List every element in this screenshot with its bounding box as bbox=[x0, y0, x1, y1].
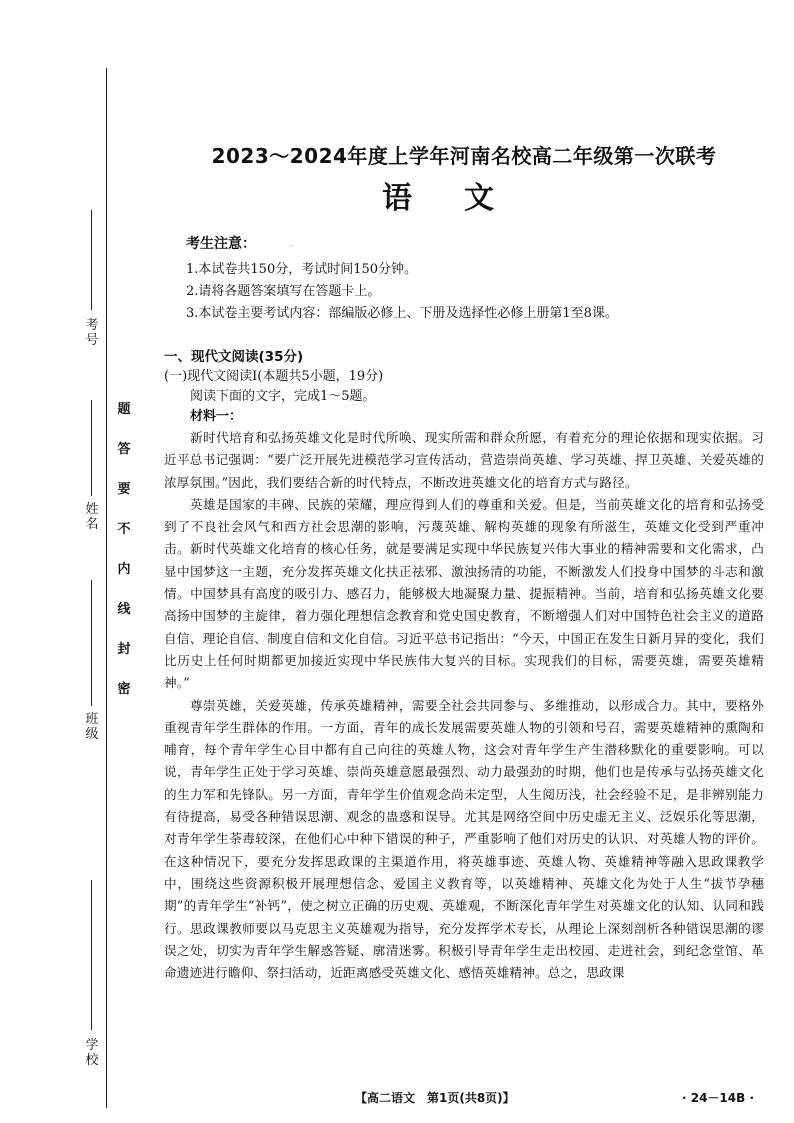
subsection-title: (一)现代文阅读Ⅰ(本题共5小题，19分) bbox=[164, 369, 384, 384]
warning-char: 要 bbox=[117, 482, 131, 497]
warning-char: 题 bbox=[117, 402, 131, 417]
exam-no-field[interactable] bbox=[91, 210, 92, 310]
material-paragraph: 新时代培育和弘扬英雄文化是时代所唤、现实所需和群众所愿，有着充分的理论依据和现实依据。习近平总书记强调：“要广泛开展先进模范学习宣传活动，营造崇尚英雄、学习英雄、捍卫英雄、关爱英雄的浓厚氛围。”因此，我们要结合新的时代特点，不断改进英雄文化的培育方式与路径。 bbox=[164, 430, 764, 490]
exam-page-content bbox=[164, 140, 764, 984]
section-title: 一、现代文阅读(35分) bbox=[164, 349, 304, 365]
notice-title: 考生注意： bbox=[186, 236, 256, 252]
warning-char: 内 bbox=[117, 562, 131, 577]
school-field[interactable] bbox=[91, 880, 92, 1030]
class-field[interactable] bbox=[91, 580, 92, 706]
notice-item: 1.本试卷共150分，考试时间150分钟。 bbox=[186, 262, 418, 277]
notice-item: 3.本试卷主要考试内容：部编版必修上、下册及选择性必修上册第1至8课。 bbox=[186, 306, 618, 321]
school-label: 学校 bbox=[85, 1038, 99, 1068]
material-label: 材料一： bbox=[190, 409, 243, 424]
warning-char: 线 bbox=[117, 602, 131, 617]
warning-char: 封 bbox=[117, 642, 131, 657]
subject-title: 语文 bbox=[382, 181, 546, 216]
notice-block bbox=[164, 233, 764, 325]
seal-line-warning bbox=[116, 402, 132, 722]
warning-char: 密 bbox=[117, 682, 131, 697]
binding-margin bbox=[0, 0, 150, 1123]
class-label: 班级 bbox=[85, 712, 99, 742]
material-paragraph: 尊崇英雄，关爱英雄，传承英雄精神，需要全社会共同参与、多维推动，以形成合力。其中，要格外重视青年学生群体的作用。一方面，青年的成长发展需要英雄人物的引领和号召，需要英雄精神的熏陶和哺育，每个青年学生心目中都有自己向往的英雄人物，这会对青年学生产生潜移默化的重要影响。可以说，青年学生正处于学习英雄、崇尚英雄意愿最强烈、动力最强劲的时期，他们也是传承与弘扬英雄文化的生力军和先锋队。另一方面，青年学生价值观念尚未定型，人生阅历浅，社会经验不足，是非辨别能力有待提高，易受各种错误思潮、观念的蛊惑和误导。尤其是网络空间中历史虚无主义、泛娱乐化等思潮，对青年学生荼毒较深，在他们心中种下错误的种子，严重影响了他们对历史的认识、对英雄人物的评价。在这种情况下，要充分发挥思政课的主渠道作用，将英雄事迹、英雄人物、英雄精神等融入思政课教学中，围绕这些资源积极开展理想信念、爱国主义教育等，以英雄精神、英雄文化为处于人生“拔节孕穗期”的青年学生“补钙”，使之树立正确的历史观、英雄观，不断深化青年学生对英雄文化的认知、认同和践行。思政课教师要以马克思主义英雄观为指导，充分发挥学术专长，从理论上深刻剖析各种错误思潮的谬误之处，切实为青年学生解惑答疑、廓清迷雾。积极引导青年学生走出校园、走进社会，到纪念堂馆、革命遗迹进行瞻仰、祭扫活动，近距离感受英雄文化、感悟英雄精神。总之，思政课 bbox=[164, 697, 764, 981]
material-paragraph: 英雄是国家的丰碑、民族的荣耀，理应得到人们的尊重和关爱。但是，当前英雄文化的培育和弘扬受到了不良社会风气和西方社会思潮的影响，污蔑英雄、解构英雄的现象有所滋生，英雄文化受到严重冲击。新时代英雄文化培育的核心任务，就是要满足实现中华民族复兴伟大事业的精神需要和文化需求，凸显中国梦这一主题，充分发挥英雄文化扶正祛邪、激浊扬清的功能，不断激发人们投身中国梦的斗志和激情。中国梦具有高度的吸引力、感召力，能够极大地凝聚力量、提振精神。当前，培育和弘扬英雄文化要高扬中国梦的主旋律，着力强化理想信念教育和党史国史教育，不断增强人们对中国特色社会主义的道路自信、理论自信、制度自信和文化自信。习近平总书记指出：“今天，中国正在发生日新月异的变化，我们比历史上任何时期都更加接近实现中华民族伟大复兴的目标。实现我们的目标，需要英雄，需要英雄精神。” bbox=[164, 496, 764, 691]
paper-code: · 24－14B · bbox=[682, 1091, 755, 1105]
exam-title: 2023～2024年度上学年河南名校高二年级第一次联考 bbox=[211, 144, 717, 168]
warning-char: 答 bbox=[117, 442, 131, 457]
scan-dot: · bbox=[290, 242, 293, 251]
reading-instruction: 阅读下面的文字，完成1～5题。 bbox=[190, 389, 376, 404]
warning-char: 不 bbox=[117, 522, 131, 537]
exam-no-label: 考号 bbox=[85, 318, 99, 348]
notice-item: 2.请将各题答案填写在答题卡上。 bbox=[186, 284, 381, 299]
page-number: 【高二语文 第1页(共8页)】 bbox=[355, 1091, 515, 1105]
binding-line bbox=[106, 68, 107, 1108]
name-field[interactable] bbox=[91, 400, 92, 496]
name-label: 姓名 bbox=[85, 502, 99, 532]
